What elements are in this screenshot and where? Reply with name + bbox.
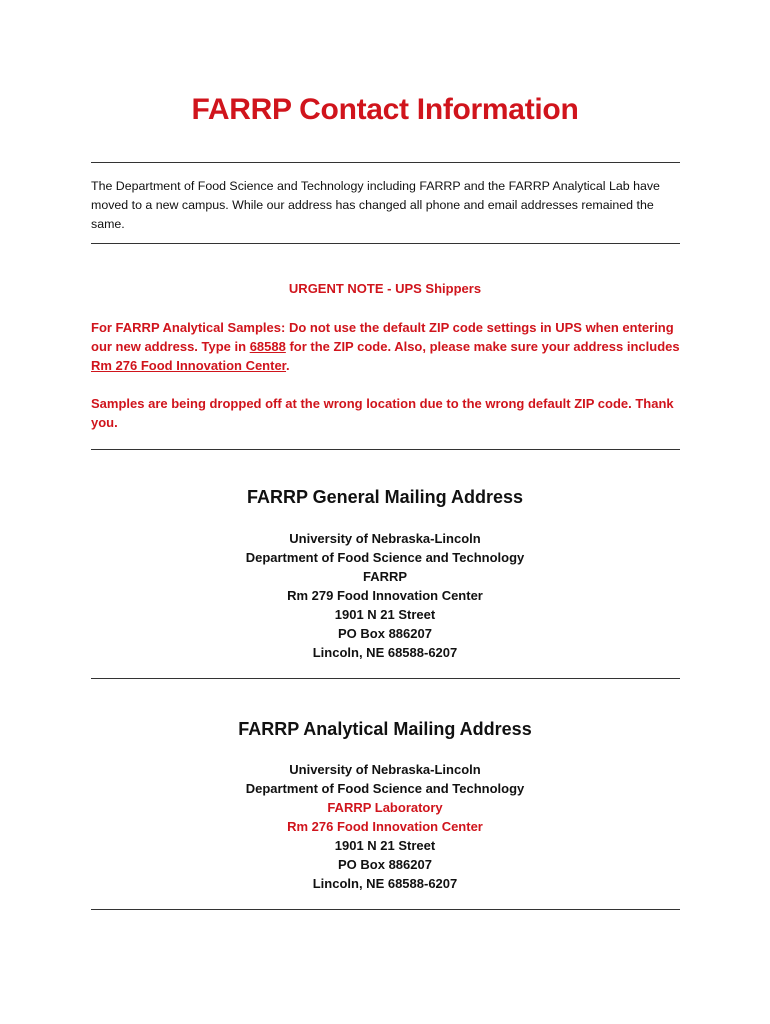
general-address-heading: FARRP General Mailing Address (246, 487, 524, 507)
analytical-address-line: PO Box 886207 (338, 857, 432, 872)
urgent-paragraph-2: Samples are being dropped off at the wrong location due to the wrong default ZIP code. Thank you. (91, 396, 674, 430)
analytical-address-heading: FARRP Analytical Mailing Address (238, 719, 532, 739)
general-address-line: University of Nebraska-Lincoln (289, 531, 481, 546)
general-address-line: PO Box 886207 (338, 626, 432, 641)
urgent-paragraph-1 (91, 318, 681, 375)
general-address-line: FARRP (362, 569, 408, 584)
page-title: FARRP Contact Information (191, 93, 579, 126)
analytical-address-line: Lincoln, NE 68588-6207 (312, 876, 458, 891)
analytical-address-line: Department of Food Science and Technology (245, 781, 525, 796)
divider-urgent (91, 449, 680, 450)
urgent-text-2: for the ZIP code. Also, please make sure your address includes (285, 339, 680, 354)
divider-intro (91, 243, 680, 244)
analytical-address-line-highlight: Rm 276 Food Innovation Center (287, 819, 483, 834)
general-address-block (0, 529, 770, 662)
general-address-line: Department of Food Science and Technology (245, 550, 525, 565)
room-highlight: Rm 276 Food Innovation Center (91, 358, 287, 373)
intro-paragraph: The Department of Food Science and Technology including FARRP and the FARRP Analytical Lab have moved to a new campus. While our address has changed all phone and email addresses remained the same. (91, 179, 660, 231)
urgent-text-1: For FARRP Analytical Samples: Do not use the default ZIP code settings in UPS when entering our new address. Type in (91, 320, 674, 354)
zip-code-highlight: 68588 (249, 339, 286, 354)
divider-general (91, 678, 680, 679)
divider-top (91, 162, 680, 163)
urgent-heading: URGENT NOTE - UPS Shippers (288, 281, 482, 296)
analytical-address-line: University of Nebraska-Lincoln (289, 762, 481, 777)
analytical-address-block (0, 760, 770, 893)
analytical-address-line-highlight: FARRP Laboratory (327, 800, 443, 815)
analytical-address-line: 1901 N 21 Street (334, 838, 436, 853)
general-address-line: 1901 N 21 Street (334, 607, 436, 622)
urgent-text-3: . (286, 358, 290, 373)
general-address-line: Lincoln, NE 68588-6207 (312, 645, 458, 660)
divider-bottom (91, 909, 680, 910)
general-address-line: Rm 279 Food Innovation Center (287, 588, 483, 603)
